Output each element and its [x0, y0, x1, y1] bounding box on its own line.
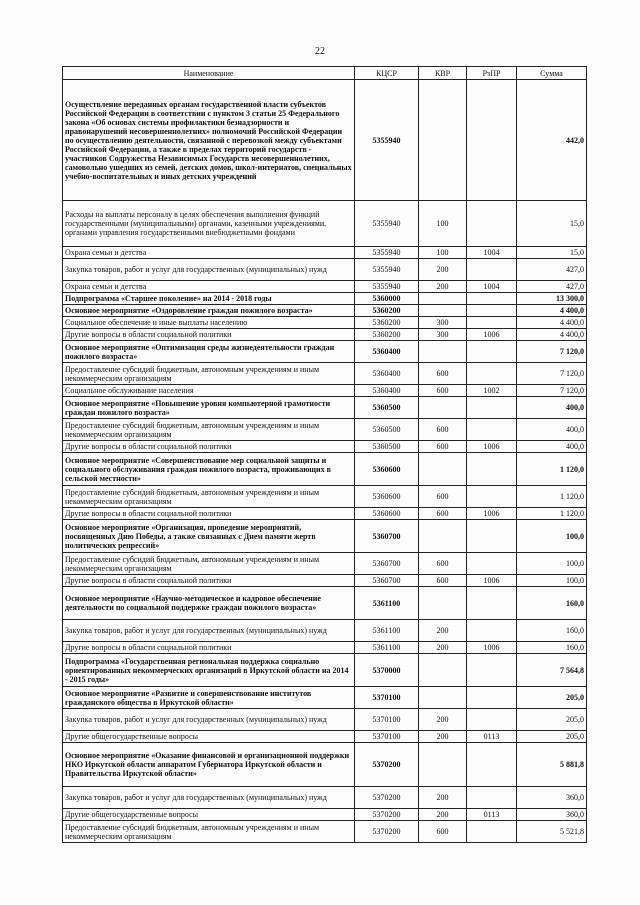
cell-kvr: [419, 743, 467, 787]
cell-name: Другие общегосударственные вопросы: [63, 809, 355, 821]
cell-rzpr: [467, 80, 517, 201]
cell-rzpr: [467, 620, 517, 642]
table-row: [63, 305, 587, 317]
cell-kcsr: 5370200: [355, 743, 419, 787]
cell-sum: 360,0: [517, 787, 587, 809]
cell-sum: 205,0: [517, 687, 587, 709]
cell-kvr: 100: [419, 201, 467, 247]
cell-kcsr: 5370100: [355, 731, 419, 743]
cell-sum: 442,0: [517, 80, 587, 201]
cell-kvr: 200: [419, 259, 467, 281]
table-row: [63, 293, 587, 305]
table-row: [63, 809, 587, 821]
table-row: [63, 731, 587, 743]
table-row: [63, 821, 587, 843]
table-row: [63, 329, 587, 341]
cell-kcsr: 5370200: [355, 809, 419, 821]
cell-name: Основное мероприятие «Организация, проведение мероприятий, посвященных Дню Победы, а также связанных с Днем памяти жертв политических репрессий»: [63, 520, 355, 553]
table-row: [63, 743, 587, 787]
cell-kcsr: 5360200: [355, 329, 419, 341]
table-row: [63, 575, 587, 587]
table-row: [63, 317, 587, 329]
cell-kvr: 100: [419, 247, 467, 259]
cell-rzpr: [467, 587, 517, 620]
cell-kvr: 600: [419, 419, 467, 441]
cell-kcsr: 5360400: [355, 363, 419, 385]
cell-kcsr: 5370200: [355, 821, 419, 843]
cell-sum: 1 120,0: [517, 508, 587, 520]
header-kvr: КВР: [419, 67, 467, 80]
table-row: [63, 201, 587, 247]
header-name: Наименование: [63, 67, 355, 80]
cell-kvr: 600: [419, 553, 467, 575]
cell-kcsr: 5360500: [355, 397, 419, 419]
cell-sum: 1 120,0: [517, 486, 587, 508]
table-row: [63, 363, 587, 385]
table-row: [63, 419, 587, 441]
cell-kvr: 200: [419, 731, 467, 743]
table-header: [63, 67, 587, 80]
cell-kcsr: 5355940: [355, 201, 419, 247]
cell-name: Предоставление субсидий бюджетным, автономным учреждениям и иным некоммерческим организациям: [63, 553, 355, 575]
cell-kvr: 200: [419, 787, 467, 809]
cell-kvr: 300: [419, 329, 467, 341]
cell-rzpr: [467, 687, 517, 709]
cell-sum: 400,0: [517, 419, 587, 441]
cell-name: Предоставление субсидий бюджетным, автономным учреждениям и иным некоммерческим организациям: [63, 821, 355, 843]
cell-rzpr: [467, 293, 517, 305]
cell-name: Расходы на выплаты персоналу в целях обеспечения выполнения функций государственными (муниципальными) органами, казенными учреждениями, органами управления государственными внебюджетными фондами: [63, 201, 355, 247]
cell-name: Закупка товаров, работ и услуг для государственных (муниципальных) нужд: [63, 787, 355, 809]
cell-sum: 427,0: [517, 259, 587, 281]
cell-sum: 160,0: [517, 642, 587, 654]
cell-kvr: [419, 587, 467, 620]
cell-kcsr: 5360200: [355, 305, 419, 317]
cell-kcsr: 5360700: [355, 553, 419, 575]
header-sum: Сумма: [517, 67, 587, 80]
cell-sum: 4 400,0: [517, 317, 587, 329]
cell-kvr: [419, 654, 467, 687]
cell-sum: 5 881,8: [517, 743, 587, 787]
cell-rzpr: [467, 201, 517, 247]
cell-rzpr: 1004: [467, 281, 517, 293]
cell-kvr: [419, 293, 467, 305]
cell-name: Другие вопросы в области социальной политики: [63, 441, 355, 453]
cell-kcsr: 5361100: [355, 587, 419, 620]
cell-name: Закупка товаров, работ и услуг для государственных (муниципальных) нужд: [63, 709, 355, 731]
cell-rzpr: [467, 520, 517, 553]
table-row: [63, 620, 587, 642]
cell-rzpr: [467, 453, 517, 486]
cell-kcsr: 5360700: [355, 520, 419, 553]
page-number: 22: [315, 46, 325, 57]
cell-kcsr: 5360400: [355, 341, 419, 363]
cell-kvr: 600: [419, 821, 467, 843]
cell-kvr: 200: [419, 709, 467, 731]
cell-kcsr: 5360500: [355, 441, 419, 453]
cell-rzpr: [467, 709, 517, 731]
cell-rzpr: 1006: [467, 441, 517, 453]
cell-rzpr: [467, 317, 517, 329]
cell-name: Другие вопросы в области социальной политики: [63, 508, 355, 520]
cell-rzpr: [467, 363, 517, 385]
table-row: [63, 397, 587, 419]
cell-name: Охрана семьи и детства: [63, 281, 355, 293]
cell-rzpr: [467, 305, 517, 317]
cell-kcsr: 5361100: [355, 642, 419, 654]
cell-name: Охрана семьи и детства: [63, 247, 355, 259]
cell-kcsr: 5355940: [355, 281, 419, 293]
cell-name: Другие общегосударственные вопросы: [63, 731, 355, 743]
cell-rzpr: 1004: [467, 247, 517, 259]
cell-kvr: 600: [419, 575, 467, 587]
table-row: [63, 687, 587, 709]
cell-sum: 160,0: [517, 587, 587, 620]
cell-rzpr: [467, 341, 517, 363]
table-row: [63, 709, 587, 731]
cell-kvr: 200: [419, 281, 467, 293]
cell-kcsr: 5361100: [355, 620, 419, 642]
cell-name: Социальное обслуживание населения: [63, 385, 355, 397]
cell-sum: 1 120,0: [517, 453, 587, 486]
table-row: [63, 80, 587, 201]
cell-kvr: 200: [419, 642, 467, 654]
table-row: [63, 259, 587, 281]
cell-sum: 7 120,0: [517, 363, 587, 385]
cell-name: Подпрограмма «Старшее поколение» на 2014 - 2018 годы: [63, 293, 355, 305]
cell-rzpr: [467, 821, 517, 843]
cell-kvr: 600: [419, 441, 467, 453]
cell-kcsr: 5360400: [355, 385, 419, 397]
cell-rzpr: [467, 259, 517, 281]
cell-kvr: [419, 305, 467, 317]
cell-sum: 205,0: [517, 731, 587, 743]
cell-rzpr: 0113: [467, 809, 517, 821]
table-row: [63, 385, 587, 397]
cell-sum: 400,0: [517, 397, 587, 419]
cell-name: Основное мероприятие «Оказание финансовой и организационной поддержки НКО Иркутской области аппаратом Губернатора Иркутской области и Правительства Иркутской области»: [63, 743, 355, 787]
cell-name: Основное мероприятие «Совершенствование мер социальной защиты и социального обслуживания граждан пожилого возраста, проживающих в сельской местности»: [63, 453, 355, 486]
cell-rzpr: [467, 397, 517, 419]
cell-kvr: 600: [419, 486, 467, 508]
table-row: [63, 453, 587, 486]
cell-kcsr: 5360000: [355, 293, 419, 305]
table-row: [63, 553, 587, 575]
cell-kvr: 200: [419, 620, 467, 642]
cell-kcsr: 5370100: [355, 709, 419, 731]
cell-rzpr: 1002: [467, 385, 517, 397]
cell-kcsr: 5370100: [355, 687, 419, 709]
cell-kcsr: 5370200: [355, 787, 419, 809]
cell-name: Осуществление переданных органам государственной власти субъектов Российской Федерации в соответствии с пунктом 3 статьи 25 Федерального закона «Об основах системы профилактики безнадзорности и правонарушений несовершеннолетних» полномочий Российской Федерации по осуществлению деятельности, связанной с перевозкой между субъектами Российской Федерации, а также в пределах территорий государств - участников Содружества Независимых Государств несовершеннолетних, самовольно ушедших из семей, детских домов, школ-интернатов, специальных учебно-воспитательных и иных детских учреждений: [63, 80, 355, 201]
cell-name: Социальное обеспечение и иные выплаты населению: [63, 317, 355, 329]
cell-kvr: 300: [419, 317, 467, 329]
cell-name: Основное мероприятие «Оздоровление граждан пожилого возраста»: [63, 305, 355, 317]
cell-rzpr: [467, 419, 517, 441]
cell-sum: 100,0: [517, 553, 587, 575]
cell-name: Основное мероприятие «Оптимизация среды жизнедеятельности граждан пожилого возраста»: [63, 341, 355, 363]
cell-kvr: [419, 687, 467, 709]
cell-sum: 400,0: [517, 441, 587, 453]
cell-kcsr: 5360600: [355, 508, 419, 520]
cell-rzpr: 1006: [467, 508, 517, 520]
cell-kvr: [419, 520, 467, 553]
cell-name: Предоставление субсидий бюджетным, автономным учреждениям и иным некоммерческим организациям: [63, 363, 355, 385]
cell-kvr: 600: [419, 385, 467, 397]
cell-kvr: 600: [419, 508, 467, 520]
cell-name: Другие вопросы в области социальной политики: [63, 642, 355, 654]
cell-kcsr: 5360600: [355, 486, 419, 508]
cell-name: Основное мероприятие «Повышение уровня компьютерной грамотности граждан пожилого возраста»: [63, 397, 355, 419]
cell-sum: 100,0: [517, 575, 587, 587]
cell-sum: 100,0: [517, 520, 587, 553]
table-row: [63, 587, 587, 620]
cell-sum: 427,0: [517, 281, 587, 293]
cell-kcsr: 5355940: [355, 80, 419, 201]
table-row: [63, 508, 587, 520]
table-row: [63, 247, 587, 259]
cell-kvr: [419, 397, 467, 419]
cell-kcsr: 5370000: [355, 654, 419, 687]
cell-sum: 160,0: [517, 620, 587, 642]
cell-rzpr: [467, 654, 517, 687]
cell-rzpr: [467, 787, 517, 809]
cell-name: Подпрограмма «Государственная региональная поддержка социально ориентированных некоммерческих организаций в Иркутской области на 2014 - 2015 годы»: [63, 654, 355, 687]
cell-name: Основное мероприятие «Развитие и совершенствование институтов гражданского общества в Иркутской области»: [63, 687, 355, 709]
cell-name: Закупка товаров, работ и услуг для государственных (муниципальных) нужд: [63, 259, 355, 281]
cell-sum: 7 120,0: [517, 385, 587, 397]
cell-name: Другие вопросы в области социальной политики: [63, 575, 355, 587]
cell-sum: 7 120,0: [517, 341, 587, 363]
cell-rzpr: [467, 743, 517, 787]
table-row: [63, 520, 587, 553]
cell-rzpr: 1006: [467, 575, 517, 587]
cell-sum: 13 300,0: [517, 293, 587, 305]
cell-sum: 7 564,8: [517, 654, 587, 687]
cell-sum: 205,0: [517, 709, 587, 731]
cell-name: Основное мероприятие «Научно-методическое и кадровое обеспечение деятельности по социальной поддержке граждан пожилого возраста»: [63, 587, 355, 620]
cell-kcsr: 5355940: [355, 247, 419, 259]
cell-kcsr: 5360700: [355, 575, 419, 587]
cell-sum: 360,0: [517, 809, 587, 821]
cell-kvr: [419, 453, 467, 486]
cell-kcsr: 5360500: [355, 419, 419, 441]
cell-kvr: 600: [419, 363, 467, 385]
cell-rzpr: [467, 553, 517, 575]
table-row: [63, 486, 587, 508]
table-row: [63, 441, 587, 453]
budget-table: [62, 66, 587, 843]
cell-name: Закупка товаров, работ и услуг для государственных (муниципальных) нужд: [63, 620, 355, 642]
cell-name: Предоставление субсидий бюджетным, автономным учреждениям и иным некоммерческим организациям: [63, 419, 355, 441]
cell-sum: 15,0: [517, 247, 587, 259]
cell-name: Предоставление субсидий бюджетным, автономным учреждениям и иным некоммерческим организациям: [63, 486, 355, 508]
cell-rzpr: [467, 486, 517, 508]
table-row: [63, 654, 587, 687]
header-kcsr: КЦСР: [355, 67, 419, 80]
cell-sum: 5 521,8: [517, 821, 587, 843]
cell-rzpr: 1006: [467, 329, 517, 341]
cell-name: Другие вопросы в области социальной политики: [63, 329, 355, 341]
table-row: [63, 341, 587, 363]
cell-rzpr: 0113: [467, 731, 517, 743]
cell-kcsr: 5360600: [355, 453, 419, 486]
cell-sum: 15,0: [517, 201, 587, 247]
table-row: [63, 281, 587, 293]
cell-sum: 4 400,0: [517, 305, 587, 317]
header-rzpr: РзПР: [467, 67, 517, 80]
cell-sum: 4 400,0: [517, 329, 587, 341]
cell-kcsr: 5355940: [355, 259, 419, 281]
table-row: [63, 787, 587, 809]
cell-kvr: [419, 341, 467, 363]
cell-kcsr: 5360200: [355, 317, 419, 329]
table-row: [63, 642, 587, 654]
cell-rzpr: 1006: [467, 642, 517, 654]
cell-kvr: [419, 80, 467, 201]
cell-kvr: 200: [419, 809, 467, 821]
